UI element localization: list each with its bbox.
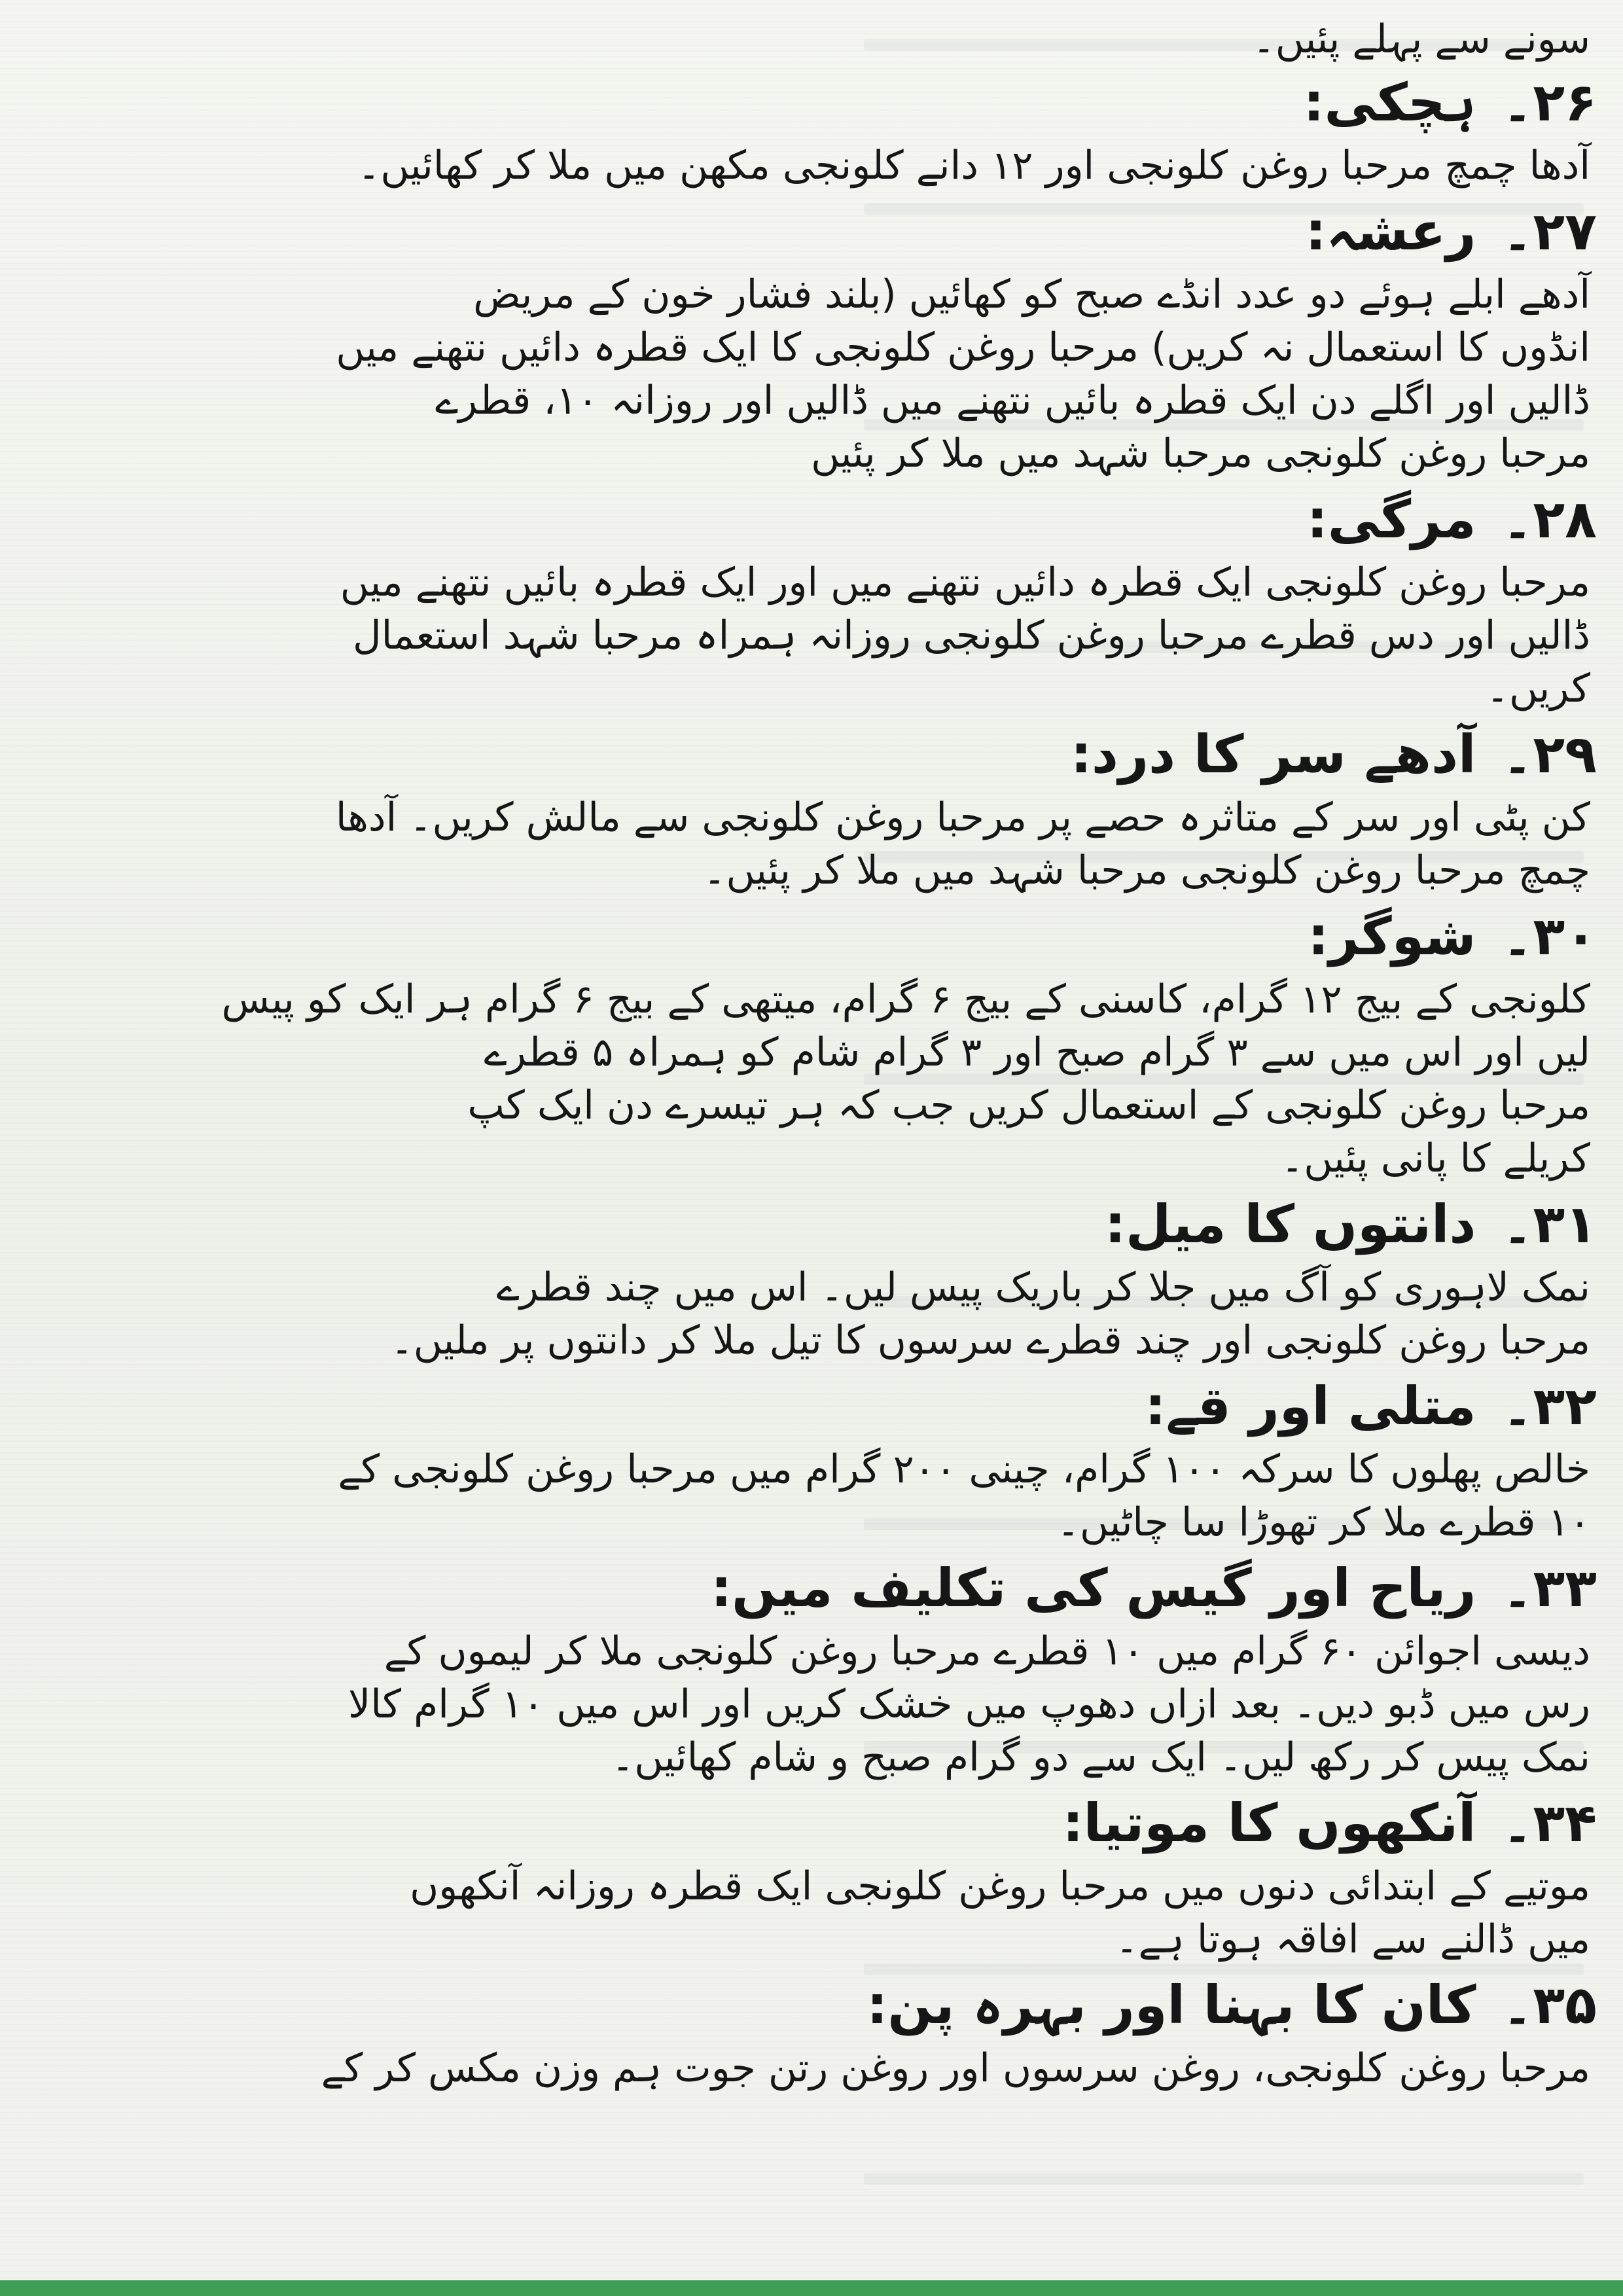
section-line: کلونجی کے بیج ۱۲ گرام، کاسنی کے بیج ۶ گرام، میتھی کے بیج ۶ گرام ہر ایک کو پیس — [221, 977, 1590, 1022]
bottom-green-band — [0, 2280, 1623, 2296]
section-line: مرحبا روغن کلونجی، روغن سرسوں اور روغن رتن جوت ہم وزن مکس کر کے — [321, 2045, 1590, 2091]
section-title: ریاح اور گیس کی تکلیف میں: — [711, 1558, 1476, 1619]
section-cataract — [39, 1791, 1597, 1966]
ghost-line — [864, 2173, 1584, 2185]
section-line: مرحبا روغن کلونجی کے استعمال کریں جب کہ ہر تیسرے دن ایک کپ — [467, 1083, 1590, 1128]
section-number: ۲۹۔ — [1502, 724, 1597, 785]
section-title: متلی اور قے: — [1145, 1376, 1476, 1437]
section-number: ۳۳۔ — [1502, 1558, 1597, 1619]
section-epilepsy — [39, 487, 1597, 715]
section-line: موتیے کے ابتدائی دنوں میں مرحبا روغن کلونجی ایک قطرہ روزانہ آنکھوں — [410, 1863, 1590, 1909]
section-line: رس میں ڈبو دیں۔ بعد ازاں دھوپ میں خشک کریں اور اس میں ۱۰ گرام کالا — [348, 1681, 1590, 1727]
section-line: لیں اور اس میں سے ۳ گرام صبح اور ۳ گرام شام کو ہمراہ ۵ قطرے — [484, 1030, 1590, 1075]
section-heading — [39, 487, 1597, 552]
section-heading — [39, 1374, 1597, 1439]
section-number: ۳۱۔ — [1502, 1194, 1597, 1255]
section-number: ۳۵۔ — [1502, 1975, 1597, 2036]
section-heading — [39, 722, 1597, 787]
section-title: رعشہ: — [1305, 201, 1476, 262]
section-line: نمک پیس کر رکھ لیں۔ ایک سے دو گرام صبح و شام کھائیں۔ — [611, 1734, 1590, 1780]
section-number: ۳۲۔ — [1502, 1376, 1597, 1437]
section-line: چمچ مرحبا روغن کلونجی مرحبا شہد میں ملا کر پئیں۔ — [703, 848, 1590, 893]
section-tooth-plaque — [39, 1192, 1597, 1367]
section-nausea — [39, 1374, 1597, 1549]
section-gas — [39, 1556, 1597, 1784]
section-title: کان کا بہنا اور بہرہ پن: — [866, 1975, 1476, 2036]
section-line: انڈوں کا استعمال نہ کریں) مرحبا روغن کلونجی کا ایک قطرہ دائیں نتھنے میں — [336, 325, 1590, 370]
section-line: میں ڈالنے سے افاقہ ہوتا ہے۔ — [1115, 1916, 1590, 1962]
section-line: ڈالیں اور اگلے دن ایک قطرہ بائیں نتھنے میں ڈالیں اور روزانہ ۱۰، قطرے — [435, 378, 1590, 423]
section-diabetes — [39, 904, 1597, 1185]
section-title: دانتوں کا میل: — [1105, 1194, 1476, 1255]
section-tremor — [39, 199, 1597, 480]
section-line: آدھا چمچ مرحبا روغن کلونجی اور ۱۲ دانے کلونجی مکھن میں ملا کر کھائیں۔ — [357, 143, 1590, 188]
section-heading — [39, 1973, 1597, 2038]
section-number: ۲۸۔ — [1502, 489, 1597, 550]
section-title: آنکھوں کا موتیا: — [1062, 1793, 1476, 1854]
section-line: آدھے ابلے ہوئے دو عدد انڈے صبح کو کھائیں (بلند فشار خون کے مریض — [473, 272, 1590, 317]
section-number: ۲۶۔ — [1502, 72, 1597, 133]
remedies-document — [39, 13, 1597, 2102]
section-heading — [39, 70, 1597, 135]
section-number: ۲۷۔ — [1502, 201, 1597, 262]
section-line: مرحبا روغن کلونجی اور چند قطرے سرسوں کا تیل ملا کر دانتوں پر ملیں۔ — [390, 1318, 1590, 1363]
section-title: ہچکی: — [1303, 72, 1476, 133]
section-migraine — [39, 722, 1597, 897]
intro-line: سونے سے پہلے پئیں۔ — [1252, 16, 1590, 62]
section-heading — [39, 1791, 1597, 1856]
section-line: ۱۰ قطرے ملا کر تھوڑا سا چاٹیں۔ — [1056, 1499, 1590, 1545]
section-number: ۳۴۔ — [1502, 1793, 1597, 1854]
section-title: مرگی: — [1306, 489, 1476, 550]
section-heading — [39, 199, 1597, 264]
section-line: دیسی اجوائن ۶۰ گرام میں ۱۰ قطرے مرحبا روغن کلونجی ملا کر لیموں کے — [383, 1628, 1590, 1674]
section-title: آدھے سر کا درد: — [1070, 724, 1476, 785]
section-title: شوگر: — [1308, 906, 1476, 967]
section-line: کن پٹی اور سر کے متاثرہ حصے پر مرحبا روغن کلونجی سے مالش کریں۔ آدھا — [335, 795, 1590, 840]
section-line: کریلے کا پانی پئیں۔ — [1281, 1136, 1590, 1181]
section-ear — [39, 1973, 1597, 2095]
section-line: کریں۔ — [1486, 666, 1590, 711]
section-number: ۳۰۔ — [1502, 906, 1597, 967]
section-line: نمک لاہوری کو آگ میں جلا کر باریک پیس لیں۔ اس میں چند قطرے — [496, 1265, 1590, 1310]
section-heading — [39, 904, 1597, 969]
intro-block — [39, 13, 1597, 66]
section-line: ڈالیں اور دس قطرے مرحبا روغن کلونجی روزانہ ہمراہ مرحبا شہد استعمال — [353, 613, 1590, 658]
section-heading — [39, 1192, 1597, 1257]
section-line: مرحبا روغن کلونجی مرحبا شہد میں ملا کر پئیں — [811, 431, 1590, 476]
section-heading — [39, 1556, 1597, 1621]
section-line: مرحبا روغن کلونجی ایک قطرہ دائیں نتھنے میں اور ایک قطرہ بائیں نتھنے میں — [340, 560, 1590, 605]
section-hiccups — [39, 70, 1597, 192]
section-line: خالص پھلوں کا سرکہ ۱۰۰ گرام، چینی ۲۰۰ گرام میں مرحبا روغن کلونجی کے — [338, 1446, 1590, 1492]
